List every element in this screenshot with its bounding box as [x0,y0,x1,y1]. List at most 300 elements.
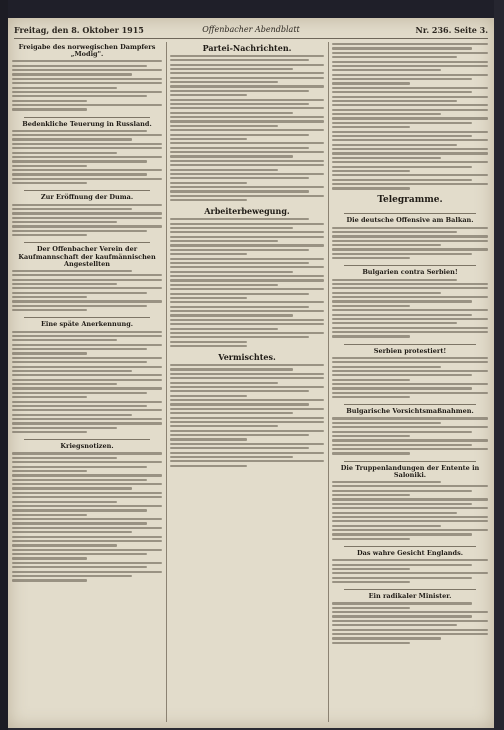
text-line [332,559,488,561]
text-line [12,422,162,424]
text-line [12,225,162,227]
text-line [332,231,457,233]
text-line [12,431,87,433]
text-line [332,637,441,639]
article [12,44,162,112]
article-headline: Arbeiterbewegung. [204,206,290,217]
text-line [170,240,278,242]
text-line [170,164,324,166]
article [332,265,488,338]
text-line [332,387,472,389]
text-line [170,227,293,229]
text-line [332,525,441,527]
article-headline: Vermischtes. [218,352,276,363]
text-line [12,522,147,524]
text-line [332,520,488,522]
text-line [12,357,162,359]
article-body-text [332,601,488,645]
text-line [170,55,324,57]
text-line [12,544,117,546]
article-separator [24,317,150,318]
text-line [170,81,278,83]
text-line [170,364,324,366]
text-line [332,91,472,93]
text-line [12,95,147,97]
text-line [12,160,147,162]
text-line [332,503,472,505]
text-line [12,562,162,564]
text-line [332,481,441,483]
article-separator [344,546,476,547]
column-middle [170,42,324,722]
article-body-text [332,42,488,191]
text-line [12,492,162,494]
text-line [170,231,324,233]
text-line [12,540,162,542]
text-line [170,271,293,273]
text-line [170,341,247,343]
article-body-text [12,129,162,186]
text-line [170,68,293,70]
article [332,42,488,191]
text-line [332,240,488,242]
text-line [12,366,162,368]
article-headline: Bedenkliche Teuerung in Russland. [22,119,152,128]
article-body-text [332,278,488,339]
text-line [170,107,324,109]
text-line [170,177,309,179]
text-line [12,300,162,302]
text-line [332,131,488,133]
text-line [332,490,472,492]
text-line [12,418,162,420]
text-line [332,620,488,622]
text-line [12,182,87,184]
text-line [332,179,472,181]
text-line [170,399,324,401]
text-line [12,339,117,341]
text-line [170,190,309,192]
article-headline: Die deutsche Offensive am Balkan. [346,216,474,225]
text-line [170,186,324,188]
article-body-text [332,480,488,541]
text-line [12,147,162,149]
article [332,344,488,400]
text-line [170,452,324,454]
text-line [332,494,410,496]
text-line [332,642,410,644]
text-line [12,287,162,289]
text-line [12,348,147,350]
article-body-text [170,54,324,203]
text-line [170,336,309,338]
text-line [332,283,488,285]
text-line [332,148,488,150]
text-line [332,253,472,255]
text-line [12,352,87,354]
text-line [170,279,324,281]
text-line [12,91,162,93]
text-line [170,314,293,316]
text-line [332,435,410,437]
text-line [170,116,324,118]
text-line [170,138,247,140]
text-line [170,236,324,238]
text-line [170,456,293,458]
article-headline: Zur Eröffnung der Duma. [40,193,134,202]
text-line [12,374,162,376]
text-line [12,392,147,394]
text-line [12,234,87,236]
text-line [170,460,324,462]
text-line [170,301,324,303]
text-line [170,59,309,61]
article-headline: Partei-Nachrichten. [202,43,292,53]
scan-border-left [0,0,8,730]
article [12,190,162,237]
text-line [12,496,162,498]
text-line [170,103,309,105]
text-line [12,566,147,568]
text-line [332,296,488,298]
text-line [332,374,472,376]
text-line [332,126,410,128]
text-line [332,122,472,124]
text-line [170,142,324,144]
text-line [332,564,472,566]
article [170,353,324,468]
text-line [332,117,488,119]
article [170,44,324,202]
text-line [12,579,87,581]
text-line [170,438,247,440]
article-body-text [12,269,162,313]
text-line [12,156,162,158]
text-line [12,65,147,67]
text-line [332,314,472,316]
column-left [12,42,162,722]
article-separator [24,117,150,118]
text-line [12,305,147,307]
text-line [12,383,117,385]
scan-border-right [494,0,504,730]
text-line [170,332,324,334]
text-line [12,274,162,276]
text-line [12,178,162,180]
header-paper-name: Offenbacher Abendblatt [202,25,300,34]
text-line [332,431,472,433]
text-line [170,244,324,246]
text-line [12,474,162,476]
text-line [12,536,162,538]
article [12,317,162,434]
text-line [12,361,147,363]
article-headline: Das wahre Gesicht Englands. [357,548,463,557]
text-line [170,434,309,436]
text-line [170,328,278,330]
text-line [170,421,324,423]
article-separator [24,190,150,191]
text-line [332,426,488,428]
text-line [170,160,324,162]
text-line [12,130,147,132]
article [12,242,162,312]
text-line [12,518,162,520]
text-line [12,531,132,533]
text-line [12,514,87,516]
text-line [332,170,410,172]
article-headline: Telegramme. [377,194,443,205]
text-line [12,409,162,411]
text-line [12,370,132,372]
article-separator [344,589,476,590]
text-line [170,72,324,74]
page-header [14,24,488,39]
article-body-text [332,226,488,261]
text-line [332,392,488,394]
text-line [12,100,87,102]
article-separator [344,213,476,214]
article-headline: Bulgarische Vorsichtsmaßnahmen. [346,407,474,416]
text-line [12,143,162,145]
text-line [12,87,117,89]
text-line [332,69,441,71]
text-line [170,262,309,264]
scan-border-top [0,0,504,18]
text-line [12,457,117,459]
column-divider [166,42,167,722]
text-line [12,466,147,468]
text-line [170,253,247,255]
article-separator [24,439,150,440]
text-line [12,396,87,398]
text-line [332,577,472,579]
text-line [332,439,488,441]
text-line [332,379,410,381]
text-line [332,166,472,168]
text-line [12,501,117,503]
text-line [332,538,410,540]
text-line [12,452,162,454]
text-line [12,461,162,463]
text-line [12,487,132,489]
text-line [332,327,488,329]
text-line [170,310,324,312]
text-line [12,479,147,481]
text-line [332,335,410,337]
text-line [170,403,309,405]
text-line [12,138,132,140]
text-line [332,152,488,154]
text-line [12,335,162,337]
text-line [332,113,441,115]
article-headline: Bulgarien contra Serbien! [362,268,458,277]
newspaper-page [8,18,494,728]
text-line [170,266,324,268]
text-line [12,414,132,416]
text-line [170,306,309,308]
text-line [170,465,247,467]
text-line [170,288,324,290]
text-line [332,357,488,359]
text-line [332,581,410,583]
text-line [12,82,162,84]
article-body-text [12,330,162,435]
text-line [332,61,488,63]
text-line [332,512,457,514]
text-line [332,100,457,102]
text-line [332,96,488,98]
text-line [12,73,132,75]
text-line [332,633,488,635]
article-body-text [12,59,162,111]
text-line [12,527,162,529]
text-line [332,396,410,398]
text-line [332,422,441,424]
text-line [170,386,324,388]
article-headline: Kriegsnotizen. [60,442,114,451]
text-line [12,505,162,507]
text-line [170,85,324,87]
text-line [170,64,324,66]
text-line [332,370,488,372]
text-line [170,373,324,375]
text-line [332,227,488,229]
article [332,404,488,455]
text-line [12,169,162,171]
text-line [332,139,488,141]
text-line [332,452,410,454]
text-line [332,161,488,163]
text-line [332,607,410,609]
text-line [170,173,324,175]
article [332,213,488,260]
text-line [332,361,488,363]
text-line [332,485,488,487]
text-line [12,212,162,214]
text-line [12,575,132,577]
header-issue: Nr. 236. Seite 3. [415,25,488,35]
text-line [12,283,117,285]
text-line [170,195,324,197]
article [170,207,324,348]
text-line [12,165,87,167]
text-line [170,275,324,277]
text-line [170,223,324,225]
text-line [12,134,162,136]
article-headline: Freigabe des norwegischen Dampfers „Modig". [18,43,156,59]
text-line [170,134,309,136]
article-body-text [12,203,162,238]
text-line [332,244,441,246]
text-line [170,323,324,325]
article-body-text [170,217,324,348]
text-line [332,235,488,237]
text-line [332,322,457,324]
text-line [170,443,324,445]
text-line [12,173,147,175]
text-line [332,572,488,574]
text-line [170,77,324,79]
text-line [332,87,488,89]
text-line [332,507,488,509]
text-line [12,344,162,346]
text-line [332,157,441,159]
article [332,546,488,584]
text-line [332,611,488,613]
text-line [12,108,87,110]
text-line [332,174,488,176]
article-body-text [170,363,324,468]
text-line [332,248,488,250]
text-line [170,218,309,220]
article-headline: Eine späte Anerkennung. [40,320,134,329]
text-line [332,629,488,631]
text-line [332,624,457,626]
text-line [170,182,247,184]
text-line [332,183,488,185]
text-line [332,292,441,294]
text-line [12,331,162,333]
text-line [332,417,488,419]
text-line [12,78,162,80]
text-line [170,129,324,131]
text-line [332,65,488,67]
text-line [332,187,410,189]
text-line [332,533,472,535]
text-line [170,408,324,410]
text-line [332,52,488,54]
article [332,196,488,209]
text-line [170,284,278,286]
article-headline: Ein radikaler Minister. [368,592,452,601]
article-headline: Der Offenbacher Verein der Kaufmannschaft der kaufmännischen Angestellten [18,245,156,268]
text-line [332,144,457,146]
text-line [332,331,488,333]
text-line [12,509,147,511]
text-line [170,151,324,153]
text-line [170,425,278,427]
text-line [332,78,472,80]
text-line [332,318,488,320]
text-line [12,292,147,294]
text-line [170,395,247,397]
text-line [12,208,132,210]
text-line [332,82,410,84]
header-date: Freitag, den 8. Oktober 1915 [14,25,144,35]
text-line [12,221,117,223]
text-line [170,390,309,392]
text-line [12,549,162,551]
text-line [332,287,488,289]
text-line [170,199,247,201]
article [332,589,488,645]
text-line [332,257,410,259]
text-line [12,279,162,281]
text-line [12,309,87,311]
article-body-text [332,416,488,455]
text-line [12,427,117,429]
column-right [332,42,488,722]
text-line [332,300,472,302]
text-line [332,47,472,49]
text-line [332,305,410,307]
text-line [12,104,162,106]
text-line [170,99,324,101]
text-line [170,382,278,384]
article [332,461,488,541]
text-line [170,125,278,127]
